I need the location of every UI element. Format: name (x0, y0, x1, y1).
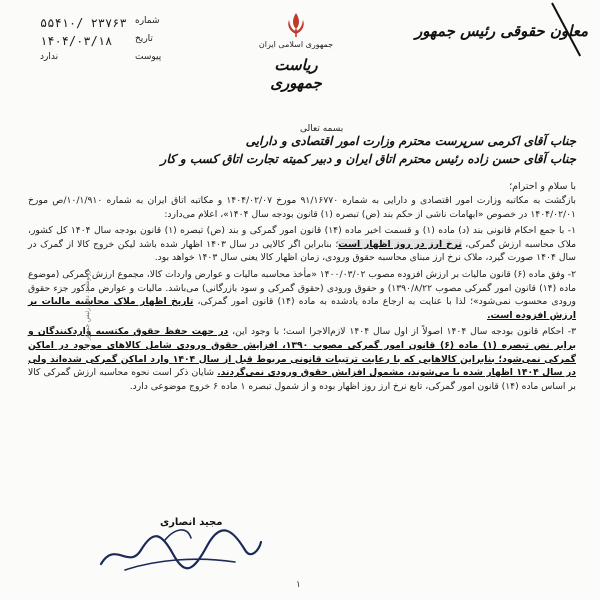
clause-1-emphasis: نرخ ارز در روز اظهار است (338, 238, 462, 250)
clause-2-text: ۲- وفق ماده (۶) قانون مالیات بر ارزش افزوده مصوب ۱۴۰۰/۰۳/۰۲ «مأخذ محاسبه مالیات و عوارض واردات کالا، مجموع ارزش گمرکی (موضوع ماده (۱۴) قانون امور گمرکی مصوب ۱۳۹۰/۸/۲۲) و حقوق ورودی (حقوق گمرکی و سود بازرگانی) می‌باشد. مالیات و عوارض مذکور جزء حقوق ورودی محسوب نمی‌شود»؛ لذا با عنایت به ارجاع ماده یادشده به ماده (۱۴) قانون امور گمرکی، (28, 268, 577, 308)
attachment-value: ندارد (40, 52, 59, 62)
clause-1 (28, 224, 576, 265)
salutation: با سلام و احترام؛ (509, 181, 576, 192)
bismillah: بسمه تعالی (300, 124, 344, 134)
letter-body (28, 194, 576, 396)
letterhead-presidency: ریاست جمهوری (270, 56, 322, 92)
clause-1-tail: ؛ بنابراین اگر کالایی در سال ۱۴۰۳ اظهار شده باشد لیکن خروج کالا از گمرک در سال ۱۴۰۴ صورت گیرد، ملاک نرخ ارز مبنای محاسبه حقوق ورودی، زمان اظهار کالا یعنی سال ۱۴۰۳ خواهد بود. (28, 238, 576, 264)
clause-2 (28, 268, 576, 322)
clause-2-emphasis: تاریخ اظهار ملاک محاسبه مالیات بر ارزش افزوده است. (28, 296, 576, 321)
letter-date: ۱۴۰۴/۰۳/۱۸ (40, 34, 113, 48)
emblem-icon (281, 10, 311, 40)
letterhead-country: جمهوری اسلامی ایران (258, 40, 334, 49)
meta-date-row (20, 34, 170, 51)
clause-3 (28, 325, 576, 393)
clause-3-text: ۳- احکام قانون بودجه سال ۱۴۰۴ اصولاً از اول سال ۱۴۰۴ لازم‌الاجرا است؛ با وجود این، (228, 326, 576, 338)
signature-mark (95, 520, 265, 580)
margin-note: رونوشت: دفتر رئیس جمهور (84, 270, 91, 340)
number-label: شماره (135, 16, 160, 26)
clause-3-tail: شایان ذکر است نحوه محاسبه ارزش گمرکی کالا بر اساس ماده (۱۴) قانون امور گمرکی، تابع نرخ ارز روز اظهار بوده و از شمول تبصره ۱ ماده ۶ خروج موضوعی دارد. (28, 367, 576, 392)
addressee-1: جناب آقای اکرمی سرپرست محترم وزارت امور اقتصادی و دارایی (245, 134, 576, 148)
letterhead-deputy-title: معاون حقوقی رئیس جمهور (415, 22, 588, 40)
addressee-2: جناب آقای حسن زاده رئیس محترم اتاق ایران و دبیر کمیته تجارت اتاق کسب و کار (160, 152, 576, 166)
page-number: ۱ (296, 580, 301, 590)
letter-number: ۵۵۴۱۰/ ۲۳۷۶۳ (40, 16, 127, 30)
meta-number-row (20, 16, 170, 33)
clause-3-emphasis: در جهت حفظ حقوق مکتسبه واردکنندگان و برابر نص تبصره (۱) ماده (۶) قانون امور گمرکی مصوب ۱۳۹۰، افزایش حقوق ورودی شامل کالاهای موجود در اماکن گمرکی نمی‌شود؛ بنابراین کالاهایی که با رعایت ترتیبات قانونی مربوط قبل از سال ۱۴۰۴ وارد اماکن گمرکی شده‌اند ولی در سال ۱۴۰۴ اظهار شده یا می‌شوند، مشمول افزایش حقوق ورودی نمی‌گردند. (28, 326, 576, 379)
date-label: تاریخ (135, 34, 153, 44)
clause-1-text: ۱- با جمع احکام قانونی بند (د) ماده (۱) و قسمت اخیر ماده (۱۴) قانون امور گمرکی و بند (ض) تبصره (۱) قانون بودجه سال ۱۴۰۴ کل کشور، ملاک محاسبه ارزش گمرکی، (28, 225, 577, 250)
attachment-label: پیوست (135, 52, 162, 62)
meta-attachment-row (20, 52, 170, 69)
signer-name: مجید انصاری (160, 517, 223, 528)
intro-paragraph: بازگشت به مکاتبه وزارت امور اقتصادی و دارایی به شماره ۹۱/۱۶۷۷۰ مورخ ۱۴۰۴/۰۲/۰۷ و مکاتبه اتاق ایران به شماره ۱۰/۱/۹۱۰/ص مورخ ۱۴۰۴/۰۲/۰۱ در خصوص «ابهامات ناشی از حکم بند (ض) تبصره (۱) قانون بودجه سال ۱۴۰۴»، اعلام می‌دارد: (28, 195, 576, 220)
